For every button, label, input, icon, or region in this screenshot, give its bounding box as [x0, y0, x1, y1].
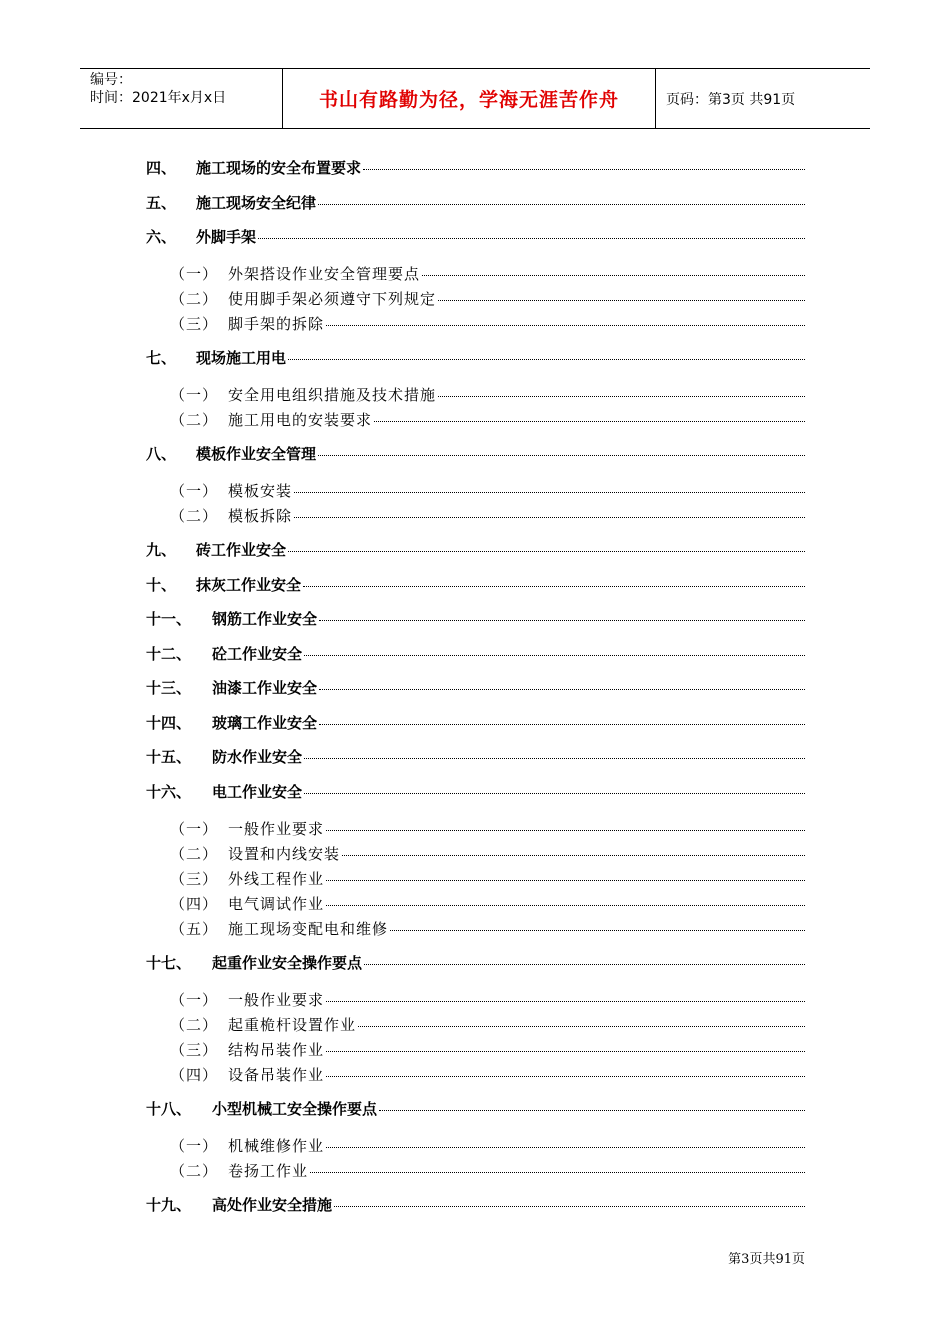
toc-section-entry[interactable] — [146, 1098, 805, 1120]
toc-dot-leader — [310, 1172, 805, 1173]
toc-entry-number: （一） — [170, 386, 219, 404]
header-motto: 书山有路勤为径，学海无涯苦作舟 — [282, 69, 656, 128]
toc-entry-number: （四） — [170, 1066, 219, 1084]
toc-section-entry[interactable] — [146, 781, 805, 803]
toc-dot-leader — [258, 238, 805, 239]
toc-entry-title: 机械维修作业 — [228, 1137, 325, 1155]
toc-entry-title: 一般作业要求 — [228, 820, 325, 838]
toc-subsection-entry[interactable] — [170, 1135, 805, 1157]
toc-entry-title: 现场施工用电 — [196, 349, 287, 367]
toc-subsection-entry[interactable] — [170, 868, 805, 890]
toc-dot-leader — [379, 1110, 805, 1111]
toc-entry-title: 脚手架的拆除 — [228, 315, 325, 333]
toc-dot-leader — [363, 169, 805, 170]
toc-entry-title: 电气调试作业 — [228, 895, 325, 913]
toc-entry-number: （二） — [170, 507, 219, 525]
toc-entry-title: 防水作业安全 — [212, 748, 303, 766]
toc-entry-title: 砖工作业安全 — [196, 541, 287, 559]
toc-entry-number: （二） — [170, 1162, 219, 1180]
toc-entry-title: 高处作业安全措施 — [212, 1196, 333, 1214]
toc-entry-number: 十六、 — [146, 783, 192, 801]
toc-subsection-entry[interactable] — [170, 313, 805, 335]
toc-entry-title: 施工现场的安全布置要求 — [196, 159, 362, 177]
toc-entry-number: 十三、 — [146, 679, 192, 697]
toc-dot-leader — [364, 964, 805, 965]
toc-dot-leader — [326, 905, 805, 906]
toc-subsection-entry[interactable] — [170, 1014, 805, 1036]
toc-entry-number: 十四、 — [146, 714, 192, 732]
toc-entry-number: （三） — [170, 315, 219, 333]
toc-entry-title: 外线工程作业 — [228, 870, 325, 888]
toc-entry-number: （二） — [170, 845, 219, 863]
toc-section-entry[interactable] — [146, 712, 805, 734]
toc-section-entry[interactable] — [146, 539, 805, 561]
toc-dot-leader — [318, 455, 805, 456]
toc-section-entry[interactable] — [146, 226, 805, 248]
toc-dot-leader — [294, 517, 805, 518]
toc-section-entry[interactable] — [146, 608, 805, 630]
toc-dot-leader — [326, 1001, 805, 1002]
header-page-info: 页码：第3页 共91页 — [666, 91, 796, 108]
toc-dot-leader — [374, 421, 805, 422]
toc-dot-leader — [326, 1051, 805, 1052]
toc-entry-title: 施工用电的安装要求 — [228, 411, 373, 429]
toc-dot-leader — [438, 396, 805, 397]
toc-entry-number: 九、 — [146, 541, 177, 559]
toc-entry-title: 砼工作业安全 — [212, 645, 303, 663]
toc-entry-title: 施工现场变配电和维修 — [228, 920, 389, 938]
toc-entry-title: 结构吊装作业 — [228, 1041, 325, 1059]
toc-dot-leader — [358, 1026, 805, 1027]
toc-entry-title: 外脚手架 — [196, 228, 257, 246]
toc-dot-leader — [303, 586, 805, 587]
toc-entry-title: 模板拆除 — [228, 507, 293, 525]
toc-entry-number: 十九、 — [146, 1196, 192, 1214]
toc-subsection-entry[interactable] — [170, 1064, 805, 1086]
toc-entry-title: 设备吊装作业 — [228, 1066, 325, 1084]
toc-entry-title: 模板作业安全管理 — [196, 445, 317, 463]
toc-entry-title: 外架搭设作业安全管理要点 — [228, 265, 421, 283]
toc-entry-title: 一般作业要求 — [228, 991, 325, 1009]
toc-section-entry[interactable] — [146, 443, 805, 465]
toc-dot-leader — [288, 551, 805, 552]
toc-entry-title: 油漆工作业安全 — [212, 679, 318, 697]
toc-entry-number: 五、 — [146, 194, 177, 212]
toc-dot-leader — [342, 855, 805, 856]
toc-entry-number: （二） — [170, 1016, 219, 1034]
toc-section-entry[interactable] — [146, 347, 805, 369]
toc-dot-leader — [294, 492, 805, 493]
toc-subsection-entry[interactable] — [170, 843, 805, 865]
toc-dot-leader — [319, 620, 805, 621]
toc-entry-number: （一） — [170, 1137, 219, 1155]
toc-dot-leader — [304, 758, 805, 759]
toc-section-entry[interactable] — [146, 157, 805, 179]
doc-number-label: 编号： — [90, 72, 132, 88]
toc-entry-number: （一） — [170, 265, 219, 283]
toc-entry-number: 八、 — [146, 445, 177, 463]
toc-section-entry[interactable] — [146, 952, 805, 974]
toc-dot-leader — [319, 689, 805, 690]
toc-subsection-entry[interactable] — [170, 263, 805, 285]
toc-entry-number: （三） — [170, 870, 219, 888]
toc-entry-title: 电工作业安全 — [212, 783, 303, 801]
toc-subsection-entry[interactable] — [170, 505, 805, 527]
toc-dot-leader — [334, 1206, 805, 1207]
toc-dot-leader — [326, 325, 805, 326]
toc-entry-number: （三） — [170, 1041, 219, 1059]
toc-subsection-entry[interactable] — [170, 1160, 805, 1182]
toc-dot-leader — [318, 204, 805, 205]
toc-entry-title: 钢筋工作业安全 — [212, 610, 318, 628]
toc-entry-number: （四） — [170, 895, 219, 913]
toc-subsection-entry[interactable] — [170, 818, 805, 840]
toc-subsection-entry[interactable] — [170, 288, 805, 310]
toc-subsection-entry[interactable] — [170, 918, 805, 940]
toc-section-entry[interactable] — [146, 643, 805, 665]
toc-entry-title: 玻璃工作业安全 — [212, 714, 318, 732]
toc-subsection-entry[interactable] — [170, 480, 805, 502]
toc-entry-title: 小型机械工安全操作要点 — [212, 1100, 378, 1118]
toc-subsection-entry[interactable] — [170, 893, 805, 915]
toc-subsection-entry[interactable] — [170, 989, 805, 1011]
toc-dot-leader — [319, 724, 805, 725]
toc-dot-leader — [304, 793, 805, 794]
date-label: 时间：2021年x月x日 — [90, 90, 227, 106]
toc-entry-number: 六、 — [146, 228, 177, 246]
toc-entry-title: 施工现场安全纪律 — [196, 194, 317, 212]
toc-entry-title: 起重桅杆设置作业 — [228, 1016, 357, 1034]
toc-entry-title: 起重作业安全操作要点 — [212, 954, 363, 972]
toc-entry-title: 设置和内线安装 — [228, 845, 341, 863]
toc-dot-leader — [326, 1147, 805, 1148]
toc-entry-number: 十二、 — [146, 645, 192, 663]
toc-entry-number: 十八、 — [146, 1100, 192, 1118]
toc-section-entry[interactable] — [146, 192, 805, 214]
toc-dot-leader — [288, 359, 805, 360]
toc-entry-number: 七、 — [146, 349, 177, 367]
toc-section-entry[interactable] — [146, 1194, 805, 1216]
toc-section-entry[interactable] — [146, 746, 805, 768]
toc-entry-number: （二） — [170, 411, 219, 429]
toc-dot-leader — [422, 275, 805, 276]
toc-dot-leader — [326, 830, 805, 831]
toc-entry-number: 十、 — [146, 576, 177, 594]
toc-entry-number: （二） — [170, 290, 219, 308]
toc-subsection-entry[interactable] — [170, 1039, 805, 1061]
toc-dot-leader — [326, 880, 805, 881]
toc-entry-title: 抹灰工作业安全 — [196, 576, 302, 594]
toc-entry-number: 十七、 — [146, 954, 192, 972]
toc-entry-number: 十一、 — [146, 610, 192, 628]
toc-dot-leader — [304, 655, 805, 656]
toc-entry-number: （一） — [170, 482, 219, 500]
toc-entry-title: 安全用电组织措施及技术措施 — [228, 386, 437, 404]
toc-entry-title: 模板安装 — [228, 482, 293, 500]
toc-entry-number: （一） — [170, 820, 219, 838]
toc-section-entry[interactable] — [146, 574, 805, 596]
toc-section-entry[interactable] — [146, 677, 805, 699]
toc-entry-number: 十五、 — [146, 748, 192, 766]
toc-entry-number: （一） — [170, 991, 219, 1009]
toc-dot-leader — [390, 930, 805, 931]
toc-subsection-entry[interactable] — [170, 409, 805, 431]
page-footer: 第3页共91页 — [728, 1252, 805, 1267]
toc-entry-title: 卷扬工作业 — [228, 1162, 309, 1180]
toc-dot-leader — [438, 300, 805, 301]
toc-entry-title: 使用脚手架必须遵守下列规定 — [228, 290, 437, 308]
toc-dot-leader — [326, 1076, 805, 1077]
toc-entry-number: 四、 — [146, 159, 177, 177]
toc-entry-number: （五） — [170, 920, 219, 938]
toc-subsection-entry[interactable] — [170, 384, 805, 406]
